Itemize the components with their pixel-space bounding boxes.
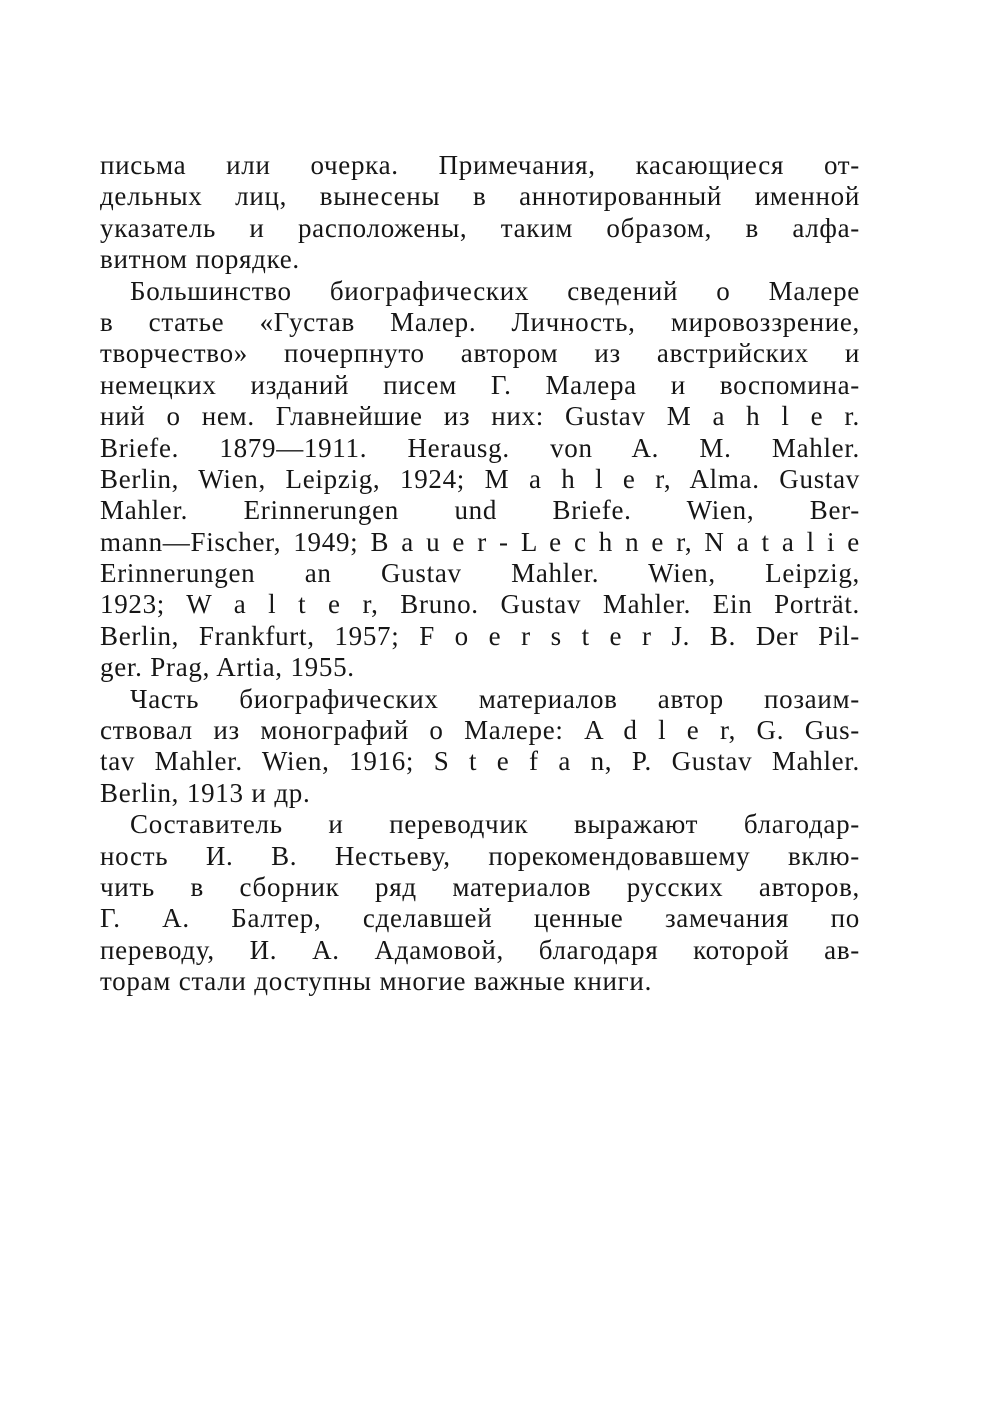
text-line: немецких изданий писем Г. Малера и воспомина- — [100, 369, 860, 400]
text-line: Составитель и переводчик выражают благодар- — [130, 809, 860, 840]
text-line: витном порядке. — [100, 244, 300, 275]
text-line: переводу, И. А. Адамовой, благодаря которой ав- — [100, 934, 860, 965]
text-line: ний о нем. Главнейшие из них: Gustav M a h l e r. — [100, 401, 860, 432]
text-line: письма или очерка. Примечания, касающиеся от- — [100, 150, 860, 180]
text-line: торам стали доступны многие важные книги. — [100, 966, 653, 997]
text-line: ствовал из монографий о Малере: A d l e r, G. Gus- — [100, 715, 860, 746]
text-line: 1923; W a l t e r, Bruno. Gustav Mahler. Ein Porträt. — [100, 589, 860, 620]
document-body — [100, 150, 860, 998]
text-line: Berlin, Wien, Leipzig, 1924; M a h l e r, Alma. Gustav — [100, 463, 860, 494]
paragraph-1 — [100, 150, 860, 276]
text-line: Большинство биографических сведений о Малере — [130, 275, 860, 306]
paragraph-4 — [100, 809, 860, 997]
text-line: в статье «Густав Малер. Личность, мировоззрение, — [100, 306, 860, 337]
text-line: tav Mahler. Wien, 1916; S t e f a n, P. Gustav Mahler. — [100, 746, 860, 777]
text-line: ger. Prag, Artia, 1955. — [100, 652, 355, 683]
text-line: Berlin, Frankfurt, 1957; F o e r s t e r J. B. Der Pil- — [100, 620, 860, 651]
paragraph-3 — [100, 684, 860, 810]
text-line: Г. А. Балтер, сделавшей ценные замечания по — [100, 903, 860, 934]
text-line: ность И. В. Нестьеву, порекомендовавшему вклю- — [100, 840, 860, 871]
text-line: Berlin, 1913 и др. — [100, 777, 311, 808]
text-line: творчество» почерпнуто автором из австрийских и — [100, 338, 860, 369]
text-line: Часть биографических материалов автор позаим- — [130, 683, 860, 714]
text-line: Erinnerungen an Gustav Mahler. Wien, Leipzig, — [100, 558, 860, 589]
text-line: указатель и расположены, таким образом, в алфа- — [100, 212, 860, 243]
paragraph-2 — [100, 276, 860, 684]
text-line: чить в сборник ряд материалов русских авторов, — [100, 871, 860, 902]
text-line: дельных лиц, вынесены в аннотированный именной — [100, 181, 860, 212]
text-line: Briefe. 1879—1911. Herausg. von A. M. Mahler. — [100, 432, 860, 463]
text-line: mann—Fischer, 1949; B a u e r - L e c h n e r, N a t a l i e — [100, 526, 860, 557]
text-line: Mahler. Erinnerungen und Briefe. Wien, Ber- — [100, 495, 860, 526]
